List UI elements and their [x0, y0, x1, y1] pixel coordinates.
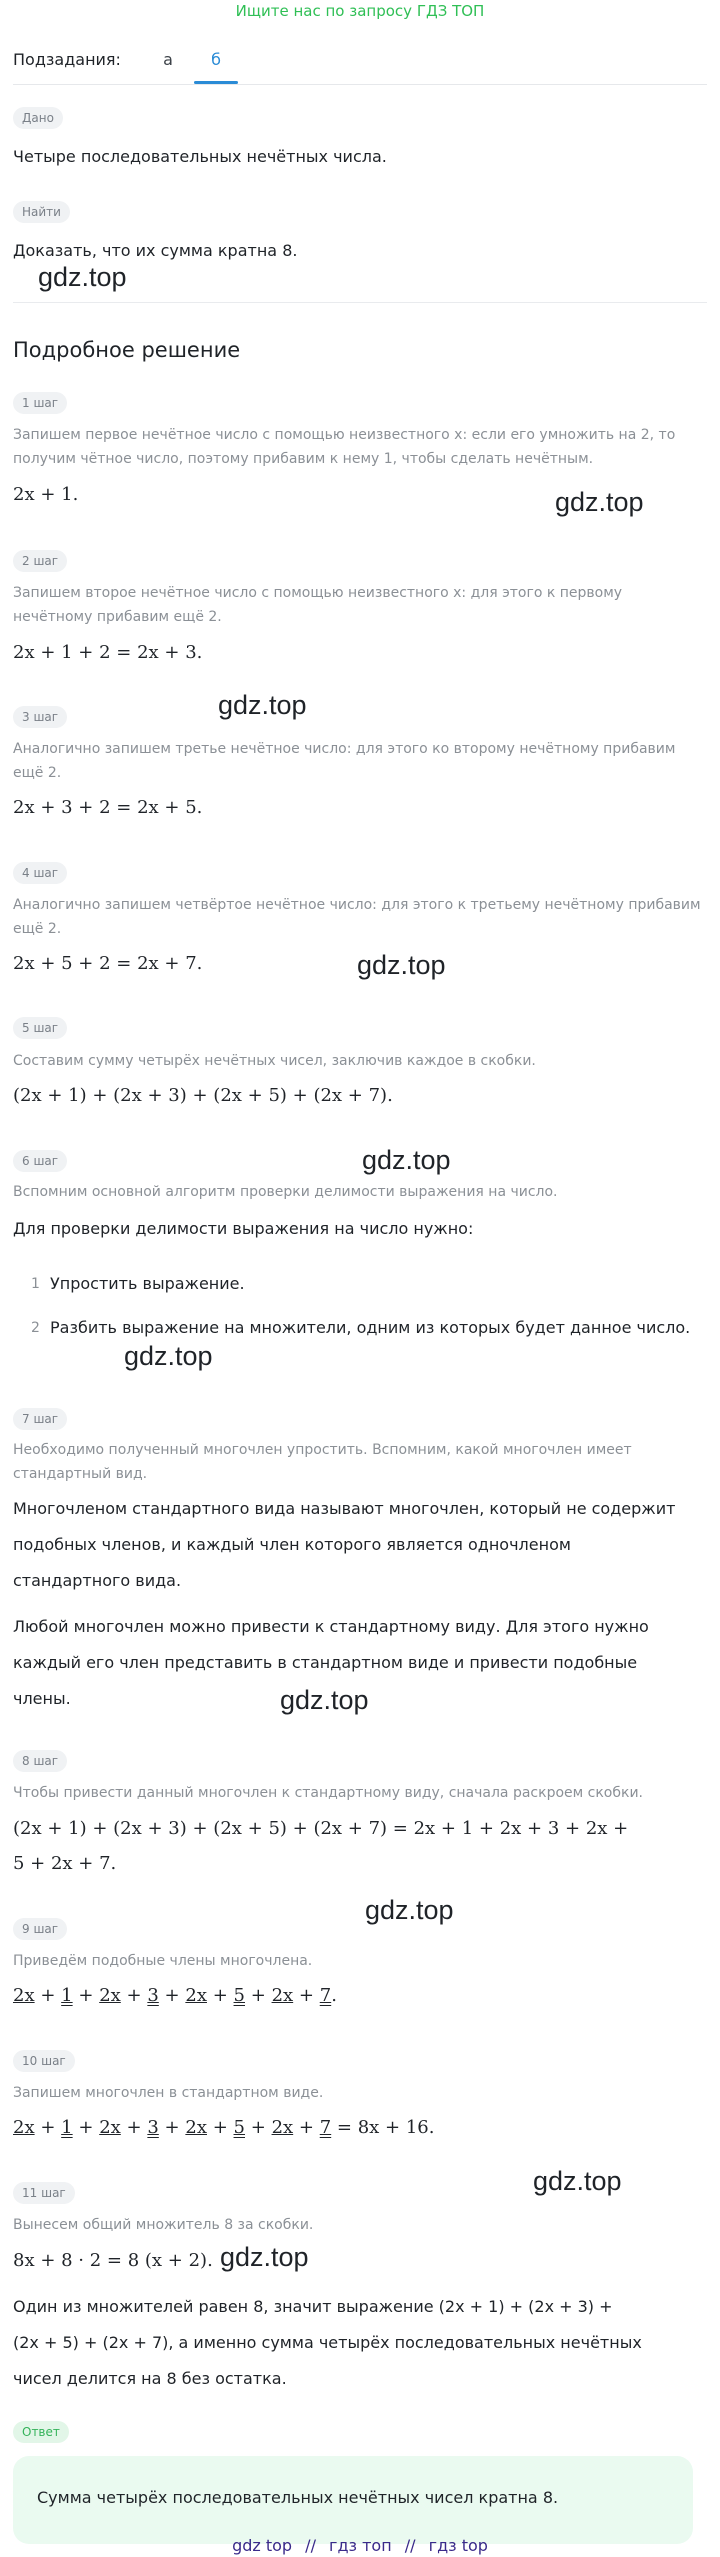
active-tab-indicator: [194, 81, 238, 84]
term: 3: [147, 2117, 159, 2138]
divider: [13, 302, 707, 303]
step-4-chip: 4 шаг: [13, 862, 67, 884]
conclusion-line3: чисел делится на 8 без остатка.: [13, 2369, 287, 2388]
footer-separator: //: [305, 2536, 316, 2555]
step-6-intro: Для проверки делимости выражения на число нужно:: [13, 1219, 474, 1238]
term: 3: [147, 1985, 159, 2006]
step-1-math: 2x + 1.: [13, 484, 79, 505]
term: 7: [319, 2117, 332, 2138]
plus: +: [298, 1985, 314, 2006]
find-text: Доказать, что их сумма кратна 8.: [13, 241, 298, 260]
step-2-math: 2x + 1 + 2 = 2x + 3.: [13, 642, 203, 663]
step-11-math: 8x + 8 · 2 = 8 (x + 2).: [13, 2250, 213, 2271]
step-10-result: = 8x + 16.: [336, 2117, 435, 2138]
footer-link[interactable]: гдз топ: [329, 2536, 392, 2555]
step-8-chip: 8 шаг: [13, 1750, 67, 1772]
term: 2x: [13, 2117, 35, 2138]
tab-b[interactable]: б: [211, 50, 221, 69]
answer-chip: Ответ: [13, 2421, 69, 2443]
plus: +: [40, 1985, 56, 2006]
step-7-chip: 7 шаг: [13, 1408, 67, 1430]
step-3-chip: 3 шаг: [13, 706, 67, 728]
term: 2x: [185, 2117, 207, 2138]
plus: +: [126, 2117, 142, 2138]
plus: +: [164, 2117, 180, 2138]
search-banner[interactable]: Ищите нас по запросу ГДЗ ТОП: [235, 2, 485, 20]
list-number: 1: [31, 1276, 40, 1292]
term: 2x: [99, 1985, 121, 2006]
step-8-desc: Чтобы привести данный многочлен к стандартному виду, сначала раскроем скобки.: [13, 1785, 643, 1801]
step-8-math-line1: (2x + 1) + (2x + 3) + (2x + 5) + (2x + 7) = 2x + 1 + 2x + 3 + 2x +: [13, 1818, 629, 1839]
step-5-desc: Составим сумму четырёх нечётных чисел, заключив каждое в скобки.: [13, 1053, 536, 1069]
plus: +: [250, 2117, 266, 2138]
term: 7: [319, 1985, 332, 2006]
plus: +: [78, 1985, 94, 2006]
step-4-desc: Аналогично запишем четвёртое нечётное число: для этого к третьему нечётному прибавим ещё 2.: [13, 897, 701, 937]
given-text: Четыре последовательных нечётных числа.: [13, 147, 387, 166]
watermark: gdz.top: [124, 1341, 213, 1371]
watermark: gdz.top: [362, 1145, 451, 1175]
conclusion-line1: Один из множителей равен 8, значит выражение (2x + 1) + (2x + 3) +: [13, 2297, 613, 2316]
step-2-desc: Запишем второе нечётное число с помощью неизвестного x: для этого к первому нечётному прибавим ещё 2.: [13, 585, 623, 625]
footer-link[interactable]: gdz top: [232, 2536, 293, 2555]
term: 2x: [185, 1985, 207, 2006]
watermark: gdz.top: [555, 487, 644, 517]
watermark: gdz.top: [365, 1895, 454, 1925]
step-7-p1-line1: Многочленом стандартного вида называют многочлен, который не содержит: [13, 1499, 676, 1518]
term: 2x: [271, 2117, 294, 2138]
plus: +: [40, 2117, 56, 2138]
term: 2x: [13, 1985, 35, 2006]
step-8-math-line2: 5 + 2x + 7.: [13, 1853, 117, 1874]
step-1-desc: Запишем первое нечётное число с помощью неизвестного x: если его умножить на 2, то получим чётное число, поэтому прибавим к нему 1, чтобы сделать нечётным.: [13, 427, 676, 467]
step-3-math: 2x + 3 + 2 = 2x + 5.: [13, 797, 203, 818]
step-9-desc: Приведём подобные члены многочлена.: [13, 1953, 313, 1969]
step-5-chip: 5 шаг: [13, 1017, 67, 1039]
plus: +: [164, 1985, 180, 2006]
footer-separator: //: [404, 2536, 416, 2555]
list-item: Упростить выражение.: [50, 1274, 245, 1293]
step-4-math: 2x + 5 + 2 = 2x + 7.: [13, 953, 203, 974]
step-7-p2-line3: члены.: [13, 1689, 71, 1708]
step-7-p2-line2: каждый его член представить в стандартном виде и привести подобные: [13, 1653, 638, 1672]
step-1-chip: 1 шаг: [13, 392, 67, 414]
step-10-math: [13, 2117, 434, 2138]
step-10-chip: 10 шаг: [13, 2050, 75, 2072]
find-chip: Найти: [13, 201, 70, 223]
step-11-chip: 11 шаг: [13, 2182, 75, 2204]
step-11-desc: Вынесем общий множитель 8 за скобки.: [13, 2217, 314, 2233]
watermark: gdz.top: [218, 690, 307, 720]
solution-title: Подробное решение: [13, 338, 241, 362]
step-7-p1-line2: подобных членов, и каждый член которого является одночленом: [13, 1535, 571, 1554]
answer-text: Сумма четырёх последовательных нечётных чисел кратна 8.: [37, 2488, 559, 2507]
step-5-math: (2x + 1) + (2x + 3) + (2x + 5) + (2x + 7).: [13, 1085, 393, 1106]
given-chip: Дано: [13, 107, 63, 129]
term: 2x: [271, 1985, 294, 2006]
subtasks-label: Подзадания:: [13, 50, 121, 69]
step-6-desc: Вспомним основной алгоритм проверки делимости выражения на число.: [13, 1184, 558, 1200]
term: 2x: [99, 2117, 121, 2138]
plus: +: [212, 1985, 228, 2006]
list-item: Разбить выражение на множители, одним из которых будет данное число.: [50, 1318, 691, 1337]
step-7-desc: Необходимо полученный многочлен упростить. Вспомним, какой многочлен имеет стандартный вид.: [13, 1442, 632, 1482]
watermark: gdz.top: [533, 2166, 622, 2196]
plus: +: [298, 2117, 314, 2138]
step-7-p2-line1: Любой многочлен можно привести к стандартному виду. Для этого нужно: [13, 1617, 649, 1636]
list-number: 2: [31, 1320, 40, 1336]
step-7-p1-line3: стандартного вида.: [13, 1571, 182, 1590]
step-10-desc: Запишем многочлен в стандартном виде.: [13, 2085, 324, 2101]
plus: +: [250, 1985, 266, 2006]
tab-a[interactable]: а: [163, 50, 173, 69]
watermark: gdz.top: [280, 1685, 369, 1715]
period: .: [331, 1985, 337, 2006]
step-3-desc: Аналогично запишем третье нечётное число: для этого ко второму нечётному прибавим ещё 2.: [13, 741, 676, 781]
term: 1: [61, 1985, 73, 2006]
step-9-math: [13, 1985, 337, 2006]
plus: +: [212, 2117, 228, 2138]
footer-link[interactable]: гдз top: [428, 2536, 488, 2555]
footer-links: [0, 2536, 720, 2555]
watermark: gdz.top: [357, 950, 446, 980]
conclusion-line2: (2x + 5) + (2x + 7), а именно сумма четырёх последовательных нечётных: [13, 2333, 642, 2352]
step-9-chip: 9 шаг: [13, 1918, 67, 1940]
watermark: gdz.top: [38, 262, 127, 292]
step-2-chip: 2 шаг: [13, 550, 67, 572]
watermark: gdz.top: [220, 2242, 309, 2272]
plus: +: [126, 1985, 142, 2006]
answer-box: [13, 2456, 693, 2544]
step-6-chip: 6 шаг: [13, 1150, 67, 1172]
subtasks-bar: [13, 44, 707, 85]
term: 1: [61, 2117, 73, 2138]
term: 5: [233, 2117, 245, 2138]
term: 5: [233, 1985, 245, 2006]
plus: +: [78, 2117, 94, 2138]
